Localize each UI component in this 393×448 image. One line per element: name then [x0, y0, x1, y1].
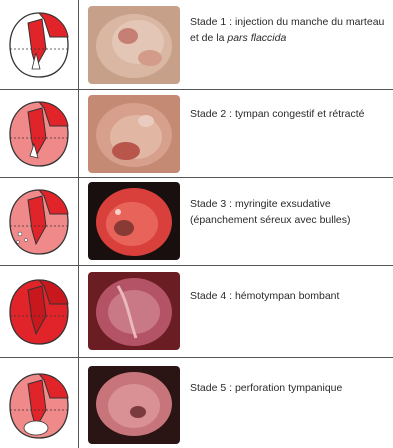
otoscopy-photo-stage-1 — [88, 6, 180, 84]
stage-label-3: Stade 3 : myringite exsudative (épanchement séreux avec bulles) — [190, 198, 351, 226]
otoscopy-photo-stage-2 — [88, 95, 180, 173]
eardrum-diagram-stage-2 — [6, 98, 72, 170]
stage-row-5 — [0, 358, 393, 448]
eardrum-diagram-stage-1 — [6, 9, 72, 81]
eardrum-diagram-stage-5 — [6, 370, 72, 442]
stage-label-5: Stade 5 : perforation tympanique — [190, 382, 343, 394]
eardrum-diagram-stage-3 — [6, 186, 72, 258]
eardrum-diagram-stage-4 — [6, 276, 72, 348]
otoscopy-photo-stage-4 — [88, 272, 180, 350]
stage-label-1: Stade 1 : injection du manche du marteau et de la pars flaccida — [190, 16, 385, 44]
stage-row-3 — [0, 178, 393, 266]
stage-row-4 — [0, 266, 393, 358]
stage-label-2: Stade 2 : tympan congestif et rétracté — [190, 108, 365, 120]
stage-row-2 — [0, 90, 393, 178]
otoscopy-photo-stage-5 — [88, 366, 180, 444]
stage-label-4: Stade 4 : hémotympan bombant — [190, 290, 340, 302]
otoscopy-photo-stage-3 — [88, 182, 180, 260]
stage-row-1 — [0, 0, 393, 90]
